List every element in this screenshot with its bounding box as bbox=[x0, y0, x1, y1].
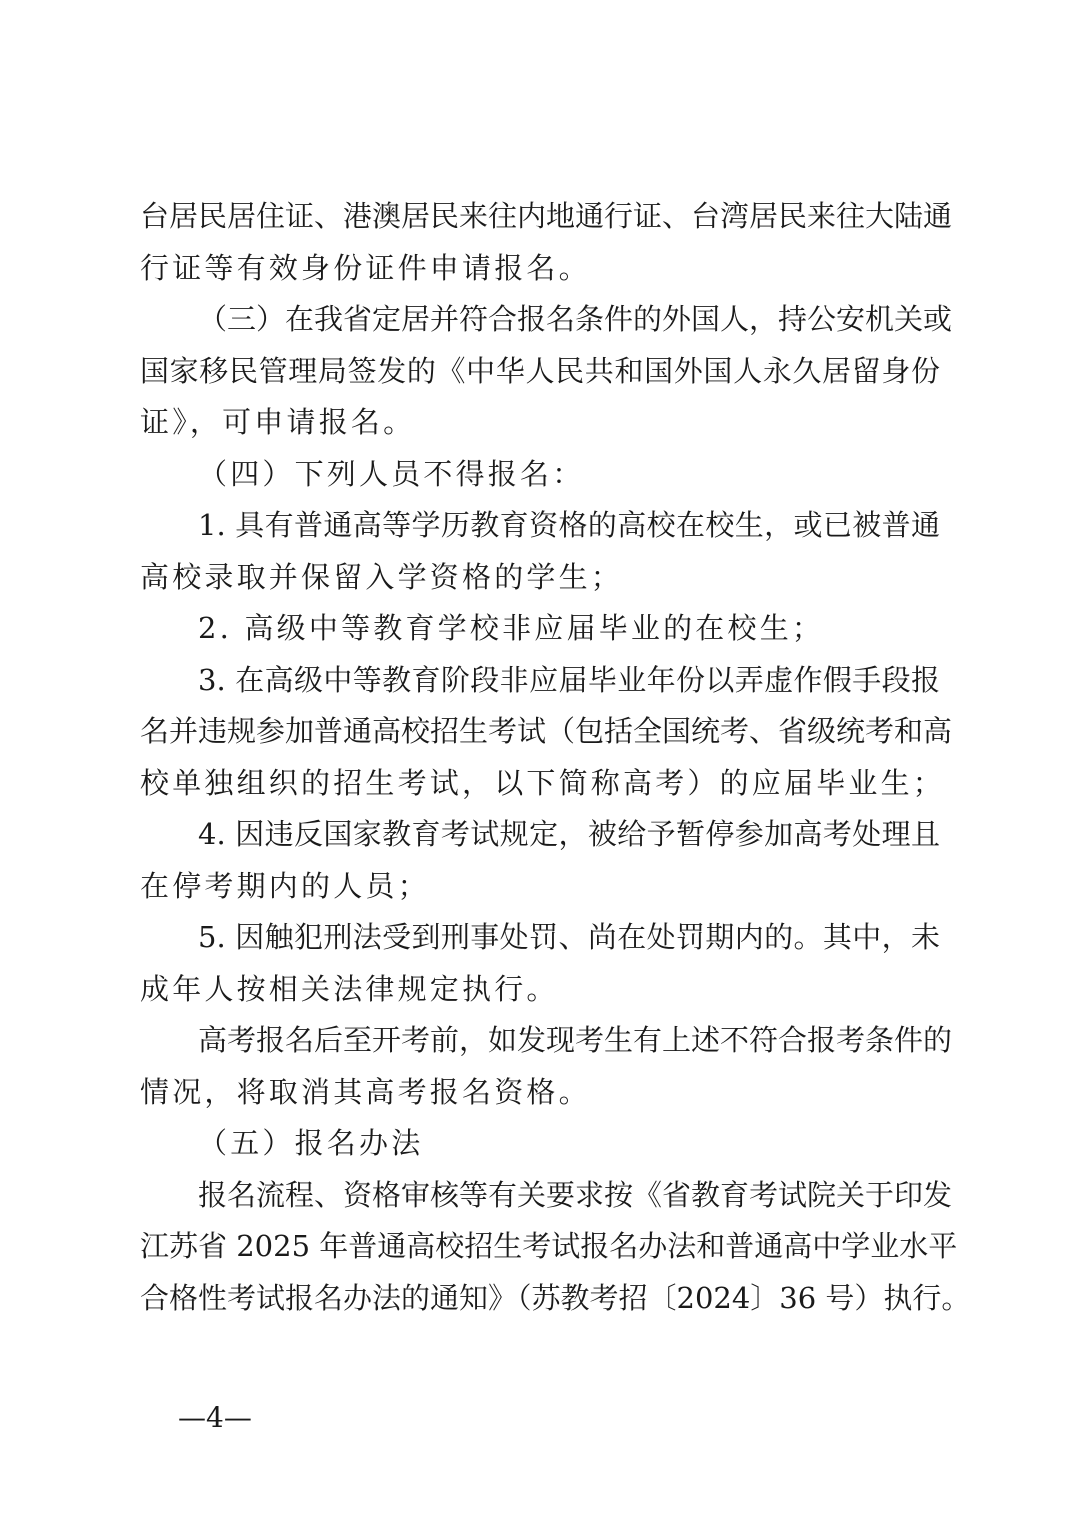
text-line: 校单独组织的招生考试，以下简称高考）的应届毕业生； bbox=[140, 766, 946, 800]
text-line: （五）报名办法 bbox=[198, 1126, 424, 1160]
text-line: 2. 高级中等教育学校非应届毕业的在校生； bbox=[198, 611, 825, 645]
text-line: 5. 因触犯刑法受到刑事处罚、尚在处罚期内的。其中，未 bbox=[198, 920, 940, 954]
text-line: 成年人按相关法律规定执行。 bbox=[140, 972, 559, 1006]
text-line: 4. 因违反国家教育考试规定，被给予暂停参加高考处理且 bbox=[198, 817, 940, 851]
text-line: 在停考期内的人员； bbox=[140, 869, 430, 903]
text-line: 1. 具有普通高等学历教育资格的高校在校生，或已被普通 bbox=[198, 508, 940, 542]
text-line: （三）在我省定居并符合报名条件的外国人，持公安机关或 bbox=[198, 302, 953, 336]
text-line: 名并违规参加普通高校招生考试（包括全国统考、省级统考和高 bbox=[140, 714, 953, 748]
text-line: 证》，可申请报名。 bbox=[140, 405, 416, 439]
text-line: 情况，将取消其高考报名资格。 bbox=[140, 1075, 591, 1109]
text-line: 台居民居住证、港澳居民来往内地通行证、台湾居民来往大陆通 bbox=[140, 199, 953, 233]
page-number: —4— bbox=[178, 1401, 252, 1434]
text-line: 合格性考试报名办法的通知》（苏教考招〔2024〕36 号）执行。 bbox=[140, 1281, 971, 1315]
text-line: 3. 在高级中等教育阶段非应届毕业年份以弄虚作假手段报 bbox=[198, 663, 940, 697]
text-line: 报名流程、资格审核等有关要求按《省教育考试院关于印发 bbox=[198, 1178, 953, 1212]
text-line: （四）下列人员不得报名： bbox=[198, 457, 585, 491]
text-line: 江苏省 2025 年普通高校招生考试报名办法和普通高中学业水平 bbox=[140, 1229, 958, 1263]
text-line: 高校录取并保留入学资格的学生； bbox=[140, 560, 624, 594]
text-line: 国家移民管理局签发的《中华人民共和国外国人永久居留身份 bbox=[140, 354, 940, 388]
text-line: 行证等有效身份证件申请报名。 bbox=[140, 251, 591, 285]
text-line: 高考报名后至开考前，如发现考生有上述不符合报考条件的 bbox=[198, 1023, 953, 1057]
